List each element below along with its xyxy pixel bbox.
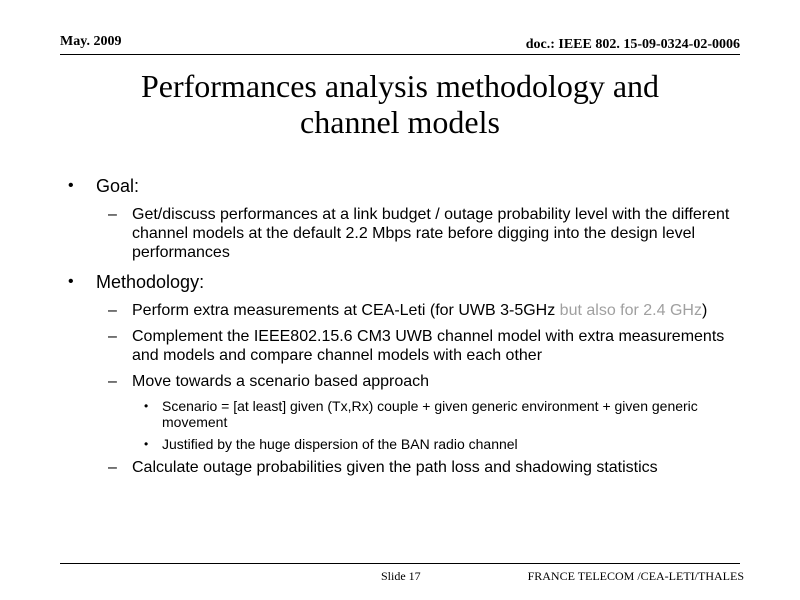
method-item-3-sub-1-text: Scenario = [at least] given (Tx,Rx) couple + given generic environment + given generic movement <box>162 398 698 430</box>
method-item-2 <box>108 327 746 365</box>
goal-item-text: Get/discuss performances at a link budget / outage probability level with the different channel models at the default 2.2 Mbps rate before digging into the design level performances <box>132 206 730 261</box>
bullet-dot-icon: • <box>68 177 74 194</box>
header-rule <box>60 54 740 55</box>
dash-icon: – <box>108 206 117 223</box>
dash-icon: – <box>108 328 117 345</box>
slide-body <box>66 176 746 484</box>
slide-title-line1: Performances analysis methodology and <box>140 68 660 104</box>
method-item-3-text: Move towards a scenario based approach <box>132 373 430 390</box>
slide-number: Slide 17 <box>381 569 421 583</box>
methodology-label: Methodology: <box>96 272 205 292</box>
bullet-dot-icon: • <box>144 437 149 451</box>
dash-icon: – <box>108 459 117 476</box>
bullet-goal <box>66 176 746 197</box>
goal-label: Goal: <box>96 176 140 196</box>
slide-title <box>60 68 740 140</box>
footer-organization: FRANCE TELECOM /CEA-LETI/THALES <box>527 569 744 583</box>
goal-item <box>108 205 746 262</box>
method-item-1-text: Perform extra measurements at CEA-Leti (for UWB 3-5GHz <box>132 302 560 319</box>
method-item-3-sub-1 <box>144 398 746 430</box>
method-item-1-grey-text: but also for 2.4 GHz <box>559 302 702 319</box>
dash-icon: – <box>108 373 117 390</box>
method-item-4-text: Calculate outage probabilities given the path loss and shadowing statistics <box>132 459 658 476</box>
method-item-3-sub-2 <box>144 436 746 452</box>
bullet-methodology <box>66 272 746 293</box>
method-item-3 <box>108 372 746 391</box>
bullet-dot-icon: • <box>144 399 149 413</box>
method-item-4 <box>108 458 746 477</box>
method-item-3-sub-2-text: Justified by the huge dispersion of the BAN radio channel <box>162 436 518 452</box>
method-item-1 <box>108 301 746 320</box>
header-date: May. 2009 <box>60 34 122 49</box>
footer-rule <box>60 563 740 564</box>
method-item-2-text: Complement the IEEE802.15.6 CM3 UWB channel model with extra measurements and models and compare channel models with each other <box>132 328 725 364</box>
method-item-1-end: ) <box>701 302 708 319</box>
slide-title-line2: channel models <box>300 104 500 140</box>
header-doc-id: doc.: IEEE 802. 15-09-0324-02-0006 <box>525 37 740 52</box>
bullet-dot-icon: • <box>68 273 74 290</box>
dash-icon: – <box>108 302 117 319</box>
